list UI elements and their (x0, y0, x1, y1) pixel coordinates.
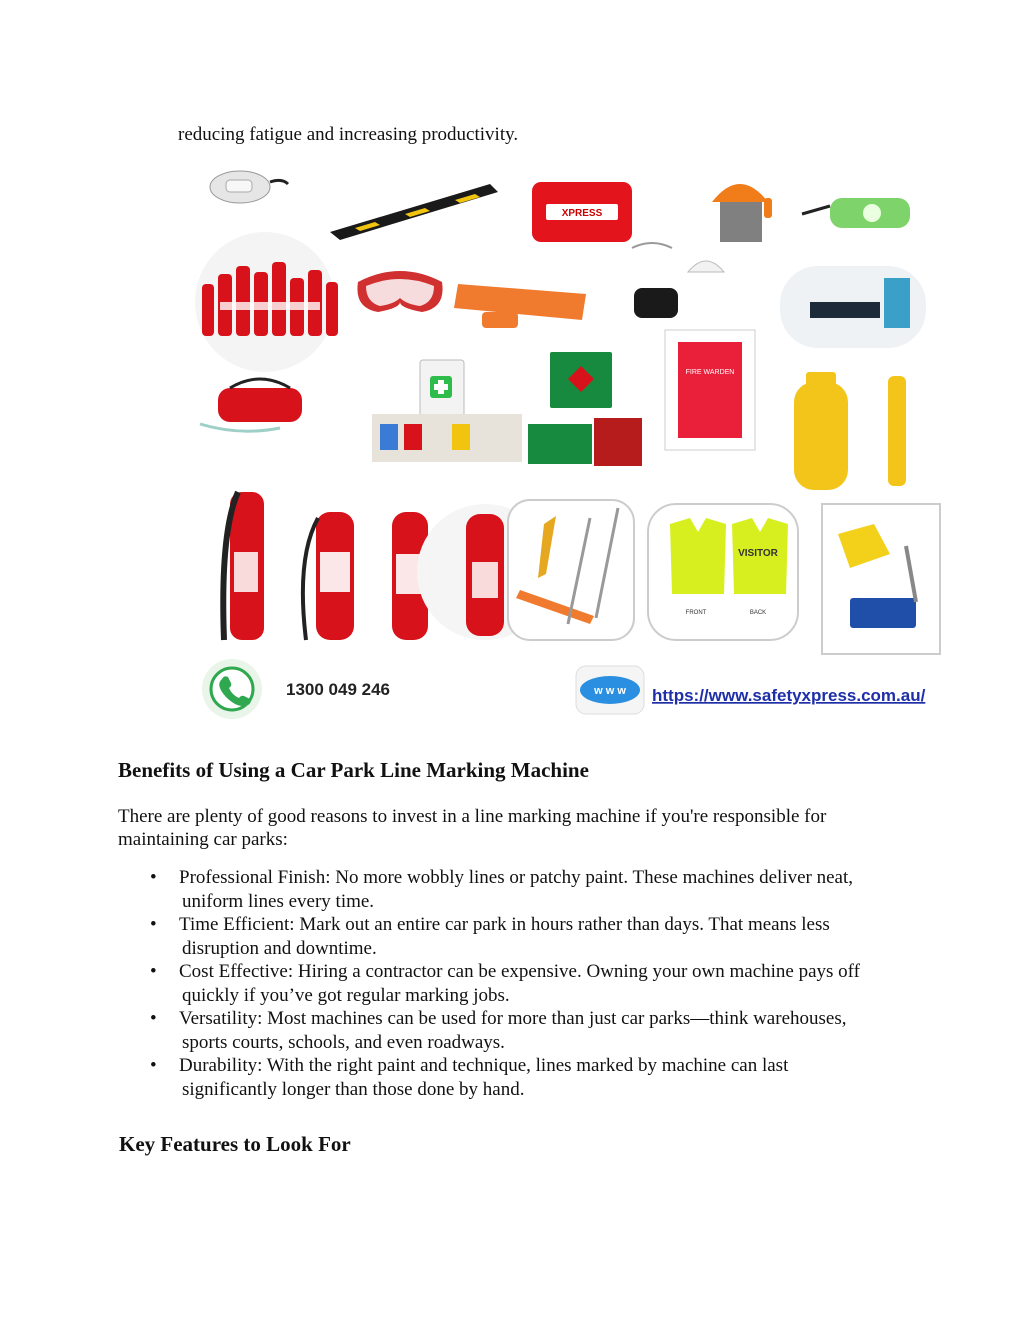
list-item-line: Time Efficient: Mark out an entire car park in hours rather than days. That means less (179, 914, 830, 935)
list-item (150, 913, 920, 960)
phone-number: 1300 049 246 (286, 680, 390, 699)
safety-goggles-icon (357, 271, 442, 312)
list-item-line: significantly longer than those done by hand. (182, 1078, 525, 1100)
step-and-trolley-icon (822, 504, 940, 654)
list-item-line: Durability: With the right paint and technique, lines marked by machine can last (179, 1055, 789, 1076)
website-url: https://www.safetyxpress.com.au/ (652, 686, 926, 705)
phone-contact (202, 659, 390, 719)
co2-extinguisher-icon (223, 492, 264, 640)
wheel-stop-icon (330, 184, 498, 240)
www-badge-text: w w w (594, 685, 626, 697)
first-aid-room-icon (780, 266, 926, 348)
intro-continuation-text: reducing fatigue and increasing productivity. (178, 124, 519, 145)
website-contact (576, 666, 926, 714)
list-item-line: disruption and downtime. (182, 937, 377, 959)
hi-vis-vests-icon (648, 504, 798, 640)
stretcher-icon (454, 284, 586, 328)
brand-sign-icon (532, 182, 632, 242)
benefits-list (150, 866, 920, 1101)
brand-sign-text: XPRESS (561, 208, 603, 219)
spill-kit-cabinet-icon (528, 352, 642, 466)
trauma-bag-icon (200, 379, 302, 431)
list-item-line: Cost Effective: Hiring a contractor can be expensive. Owning your own machine pays off (179, 961, 860, 982)
first-aid-pouch-icon (802, 198, 910, 228)
benefits-intro-paragraph: There are plenty of good reasons to invest in a line marking machine if you're responsible for maintaining car parks: (118, 806, 827, 850)
features-heading: Key Features to Look For (119, 1132, 351, 1156)
rack-protector-icon (508, 500, 634, 640)
safety-products-collage (190, 162, 950, 722)
list-item-line: sports courts, schools, and even roadways. (182, 1031, 505, 1053)
powder-extinguisher-icon (303, 512, 354, 640)
list-item-line: quickly if you’ve got regular marking jobs. (182, 984, 510, 1006)
list-item (150, 1007, 920, 1054)
bullet-marker: • (150, 867, 157, 888)
respirator-mask-icon (210, 171, 288, 203)
visitor-text: VISITOR (738, 548, 778, 559)
fire-warden-vest-icon (665, 330, 755, 450)
list-item (150, 960, 920, 1007)
benefits-heading: Benefits of Using a Car Park Line Marking Machine (118, 758, 589, 782)
fire-warden-text: FIRE WARDEN (685, 369, 735, 376)
vest-back-text: BACK (749, 610, 767, 616)
forestry-helmet-icon (712, 184, 772, 242)
sharps-containers-icon (794, 372, 906, 490)
first-aid-kit-icon (372, 360, 522, 462)
bullet-marker: • (150, 961, 157, 982)
fire-extinguishers-group-icon (195, 232, 338, 372)
bullet-marker: • (150, 1055, 157, 1076)
list-item-line: uniform lines every time. (182, 890, 375, 912)
list-item (150, 1054, 920, 1101)
bullet-marker: • (150, 914, 157, 935)
list-item-line: Versatility: Most machines can be used for more than just car parks—think warehouses, (179, 1008, 847, 1029)
list-item-line: Professional Finish: No more wobbly lines or patchy paint. These machines deliver neat, (179, 867, 854, 888)
list-item (150, 866, 920, 913)
vest-front-text: FRONT (685, 610, 707, 616)
bullet-marker: • (150, 1008, 157, 1029)
masks-and-helmet-icon (632, 243, 724, 318)
